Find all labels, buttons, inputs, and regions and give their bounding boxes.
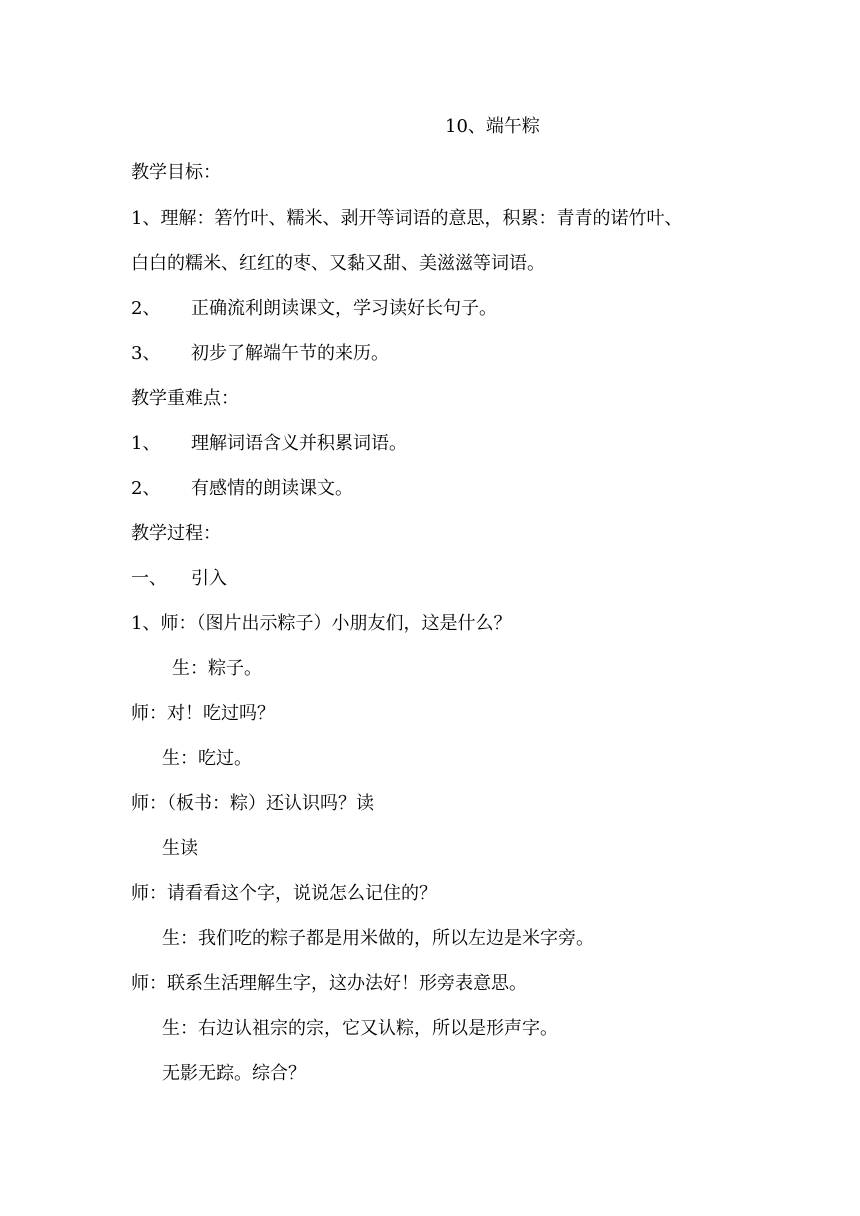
dialog-line: 生：右边认祖宗的宗，它又认粽，所以是形声字。	[162, 1018, 558, 1039]
goal-2	[131, 297, 497, 321]
goal-2-text: 正确流利朗读课文，学习读好长句子。	[191, 298, 497, 319]
key-point-1-text: 理解词语含义并积累词语。	[191, 433, 407, 454]
key-point-1	[131, 432, 407, 456]
document-title: 10、端午粽	[445, 116, 540, 137]
step-1-number: 一、	[131, 568, 167, 589]
dialog-line: 生读	[162, 838, 198, 859]
dialog-line: 生：我们吃的粽子都是用米做的，所以左边是米字旁。	[162, 928, 594, 949]
goal-3-number: 3、	[131, 343, 161, 364]
dialog-line: 无影无踪。综合？	[162, 1063, 306, 1084]
goal-1-line-1: 1、理解：箬竹叶、糯米、剥开等词语的意思，积累：青青的诺竹叶、	[131, 208, 683, 229]
goal-3-text: 初步了解端午节的来历。	[191, 343, 389, 364]
dialog-line: 1、师：（图片出示粽子）小朋友们，这是什么？	[131, 613, 512, 634]
key-point-1-number: 1、	[131, 433, 161, 454]
dialog-line: 师：（板书：粽）还认识吗？读	[131, 793, 374, 814]
section-heading-goals: 教学目标：	[131, 162, 221, 183]
section-heading-process: 教学过程：	[131, 523, 221, 544]
section-heading-key-points: 教学重难点：	[131, 388, 239, 409]
step-1-text: 引入	[191, 568, 227, 589]
dialog-line: 师：请看看这个字，说说怎么记住的？	[131, 883, 437, 904]
goal-1-line-2: 白白的糯米、红红的枣、又黏又甜、美滋滋等词语。	[131, 253, 545, 274]
goal-2-number: 2、	[131, 298, 161, 319]
dialog-line: 师：对！吃过吗？	[131, 703, 275, 724]
key-point-2	[131, 477, 353, 501]
dialog-line: 生：粽子。	[172, 658, 262, 679]
dialog-line: 生：吃过。	[162, 748, 252, 769]
goal-3	[131, 342, 389, 366]
key-point-2-number: 2、	[131, 478, 161, 499]
step-1	[131, 567, 227, 591]
key-point-2-text: 有感情的朗读课文。	[191, 478, 353, 499]
dialog-line: 师：联系生活理解生字，这办法好！形旁表意思。	[131, 973, 527, 994]
